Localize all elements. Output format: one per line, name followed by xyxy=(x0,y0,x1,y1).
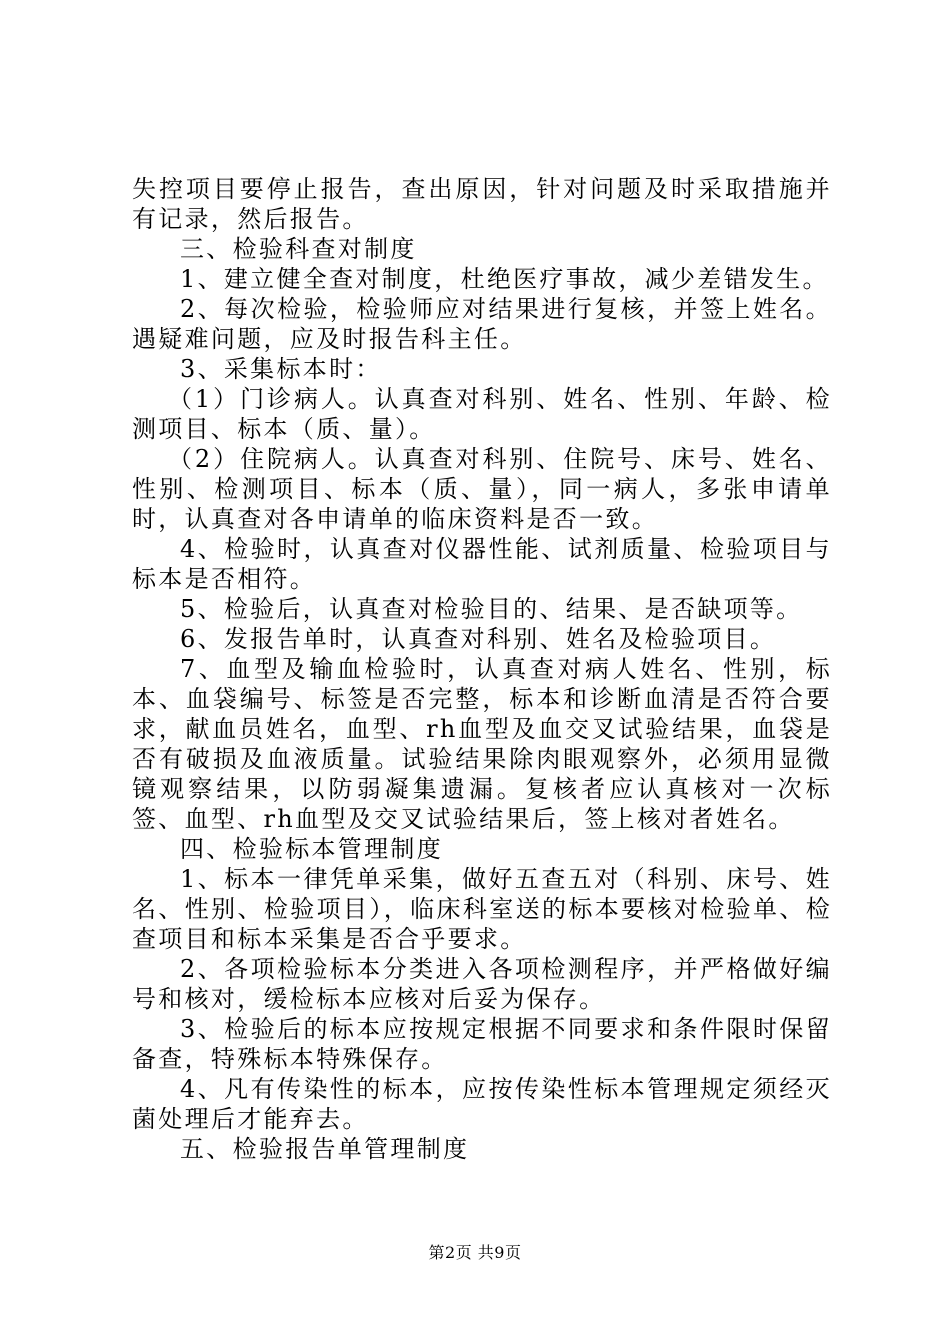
paragraph: 3、检验后的标本应按规定根据不同要求和条件限时保留备查，特殊标本特殊保存。 xyxy=(132,1015,832,1073)
paragraph: 2、每次检验，检验师应对结果进行复核，并签上姓名。遇疑难问题，应及时报告科主任。 xyxy=(132,295,832,353)
paragraph: 7、血型及输血检验时，认真查对病人姓名、性别，标本、血袋编号、标签是否完整，标本和诊断血清是否符合要求，献血员姓名，血型、rh血型及血交叉试验结果，血袋是否有破损及血液质量。试验结果除肉眼观察外，必须用显微镜观察结果，以防弱凝集遗漏。复核者应认真核对一次标签、血型、rh血型及交叉试验结果后，签上核对者姓名。 xyxy=(132,655,832,833)
document-body xyxy=(132,174,832,1164)
paragraph: 1、标本一律凭单采集，做好五查五对（科别、床号、姓名、性别、检验项目），临床科室送的标本要核对检验单、检查项目和标本采集是否合乎要求。 xyxy=(132,865,832,953)
paragraph: 4、凡有传染性的标本，应按传染性标本管理规定须经灭菌处理后才能弃去。 xyxy=(132,1075,832,1133)
paragraph: 3、采集标本时： xyxy=(180,355,382,383)
paragraph: 1、建立健全查对制度，杜绝医疗事故，减少差错发生。 xyxy=(180,265,829,293)
section-heading-5: 五、检验报告单管理制度 xyxy=(180,1135,470,1163)
sub-paragraph: （2）住院病人。认真查对科别、住院号、床号、姓名、性别、检测项目、标本（质、量），同一病人，多张申请单时，认真查对各申请单的临床资料是否一致。 xyxy=(132,445,832,533)
paragraph: 5、检验后，认真查对检验目的、结果、是否缺项等。 xyxy=(180,595,803,623)
paragraph: 6、发报告单时，认真查对科别、姓名及检验项目。 xyxy=(180,625,777,653)
section-heading-4: 四、检验标本管理制度 xyxy=(180,835,443,863)
paragraph: 2、各项检验标本分类进入各项检测程序，并严格做好编号和核对，缓检标本应核对后妥为保存。 xyxy=(132,955,832,1013)
sub-paragraph: （1）门诊病人。认真查对科别、姓名、性别、年龄、检测项目、标本（质、量）。 xyxy=(132,385,832,443)
paragraph: 4、检验时，认真查对仪器性能、试剂质量、检验项目与标本是否相符。 xyxy=(132,535,832,593)
paragraph-continuation: 失控项目要停止报告，查出原因，针对问题及时采取措施并有记录，然后报告。 xyxy=(132,175,832,233)
section-heading-3: 三、检验科查对制度 xyxy=(180,235,417,263)
page-number-footer: 第2页 共9页 xyxy=(428,1243,522,1262)
